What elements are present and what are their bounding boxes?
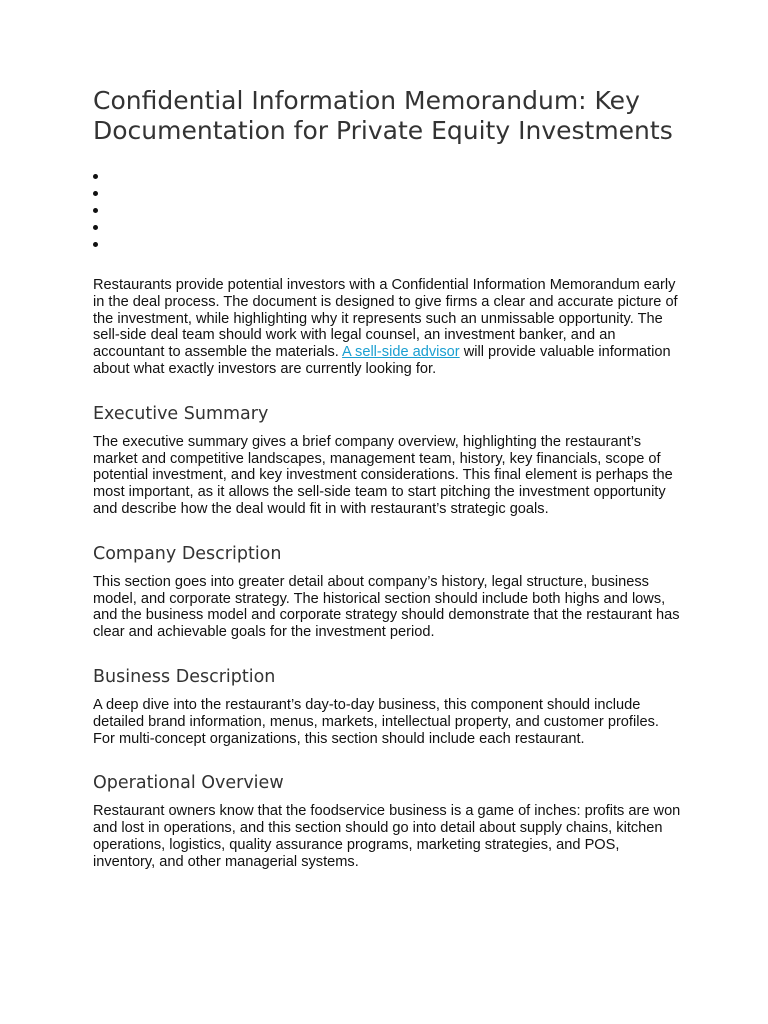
page-title: Confidential Information Memorandum: Key Documentation for Private Equity Investments	[93, 86, 673, 145]
intro-paragraph	[93, 277, 683, 378]
business-description-heading: Business Description	[93, 666, 276, 687]
document-page	[93, 86, 683, 871]
operational-overview-body: Restaurant owners know that the foodservice business is a game of inches: profits are won and lost in operations, and this section should go into detail about supply chains, kitchen operations, logistics, quality assurance programs, marketing strategies, and POS, inventory, and other managerial systems.	[93, 803, 681, 870]
sell-side-advisor-link[interactable]: A sell-side advisor	[342, 344, 460, 361]
list-item	[93, 219, 683, 236]
bullet-icon	[93, 191, 98, 196]
intro-text-after-link: will provide valuable information about what exactly investors are currently looking for.	[93, 344, 671, 377]
list-item	[93, 236, 683, 253]
bullet-icon	[93, 225, 98, 230]
bullet-icon	[93, 174, 98, 179]
company-description-heading: Company Description	[93, 543, 282, 564]
business-description-body: A deep dive into the restaurant’s day-to-day business, this component should include detailed brand information, menus, markets, intellectual property, and customer profiles. For multi-concept organizations, this section should include each restaurant.	[93, 696, 659, 747]
executive-summary-body: The executive summary gives a brief company overview, highlighting the restaurant’s market and competitive landscapes, management team, history, key financials, scope of potential investment, and key investment considerations. This final element is perhaps the most important, as it allows the sell-side team to start pitching the investment opportunity and describe how the deal would fit in with restaurant’s strategic goals.	[93, 433, 673, 517]
bullet-icon	[93, 242, 98, 247]
empty-bullet-list	[93, 168, 683, 253]
list-item	[93, 185, 683, 202]
executive-summary-heading: Executive Summary	[93, 403, 269, 424]
company-description-body: This section goes into greater detail about company’s history, legal structure, business model, and corporate strategy. The historical section should include both highs and lows, and the business model and corporate strategy should demonstrate that the restaurant has clear and achievable goals for the investment period.	[93, 573, 680, 641]
intro-text-before-link: Restaurants provide potential investors with a Confidential Information Memorandum early in the deal process. The document is designed to give firms a clear and accurate picture of the investment, while highlighting why it represents such an unmissable opportunity. The sell-side deal team should work with legal counsel, an investment banker, and an accountant to assemble the materials.	[93, 277, 678, 361]
operational-overview-heading: Operational Overview	[93, 773, 284, 794]
list-item	[93, 168, 683, 185]
bullet-icon	[93, 208, 98, 213]
list-item	[93, 202, 683, 219]
